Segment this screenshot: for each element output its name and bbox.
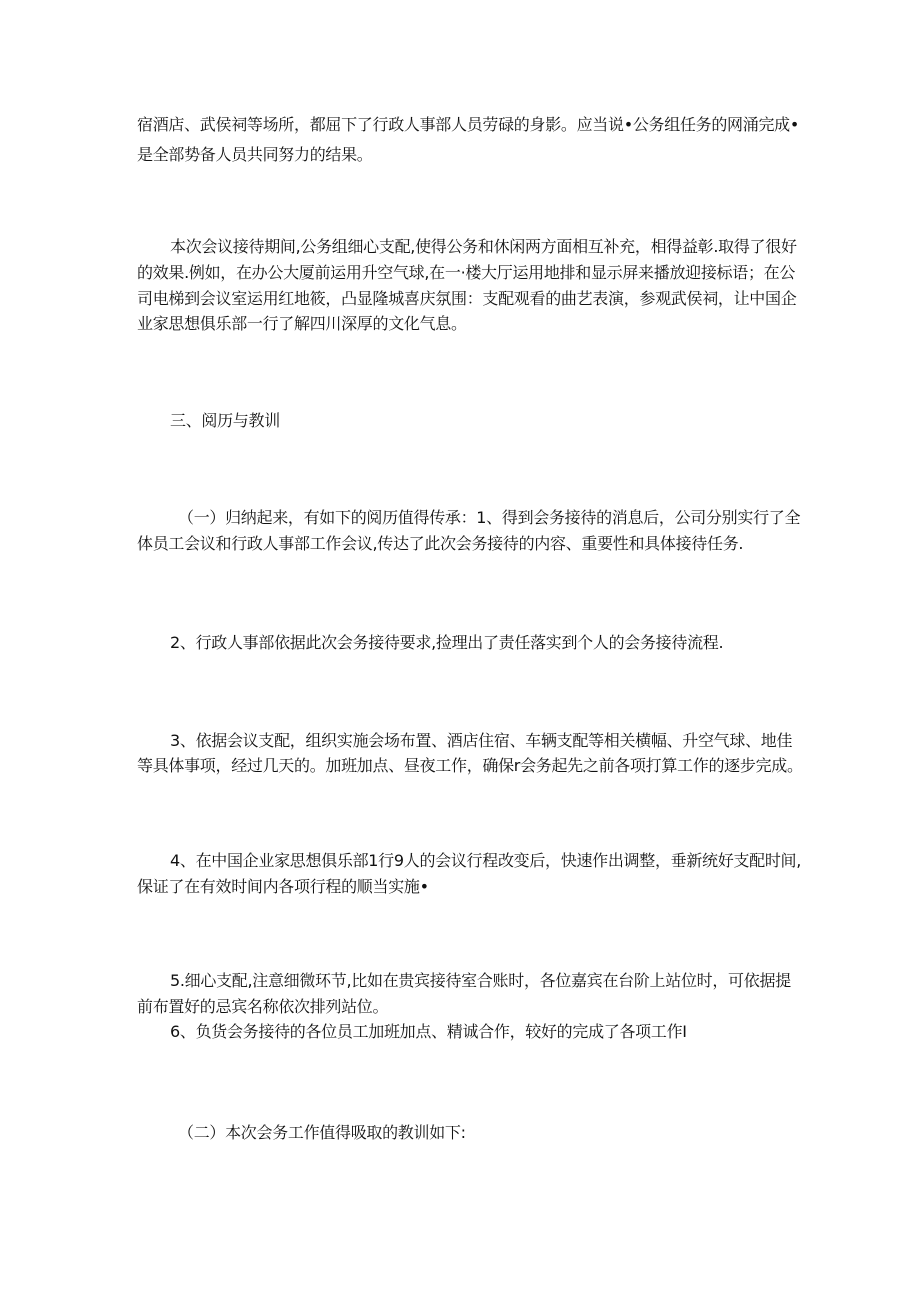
para-one-line-1: （一）归纳起来，有如下的阅历值得传承：1、得到会务接待的消息后，公司分别实行了全 (178, 508, 801, 527)
item-5-line-1: 5.细心支配,注意细微环节,比如在贵宾接待室合账时，各位嘉宾在台阶上站位时，可依据提 (170, 971, 791, 990)
para-one-line-2: 体员工会议和行政人事部工作会议,传达了此次会务接待的内容、重要性和具体接待任务. (137, 534, 744, 553)
para1-line-2: 是全部势备人员共同努力的结果。 (137, 145, 373, 164)
para2-line-4: 业家思想俱乐部一行了解四川深厚的文化气息。 (137, 314, 467, 333)
para2-line-1: 本次会议接待期间,公务组细心支配,使得公务和休闲两方面相互补充，相得益彰.取得了很好 (170, 237, 797, 256)
item-4-line-1: 4、在中国企业家思想俱乐部1行9人的会议行程改变后，快速作出调整，垂新统好支配时间, (170, 851, 802, 870)
item-3-line-1: 3、依据会议支配，组织实施会场布置、酒店住宿、车辆支配等相关横幅、升空气球、地佳 (170, 731, 793, 750)
para-two-heading: （二）本次会务工作值得吸取的教训如下: (178, 1123, 466, 1142)
para2-line-2: 的效果.例如，在办公大厦前运用升空气球,在一·楼大厅运用地排和显示屏来播放迎接标语；在公 (137, 263, 796, 282)
item-3-line-2: 等具体事项，经过几天的。加班加点、昼夜工作，确保r会务起先之前各项打算工作的逐步完成。 (137, 756, 803, 775)
section-heading-3: 三、阅历与教训 (170, 411, 280, 430)
item-5-line-2: 前布置好的忌宾名称依次排列站位。 (137, 997, 389, 1016)
para1-line-1: 宿酒店、武侯祠等场所，都屈下了行政人事部人员劳碌的身影。应当说•公务组任务的网涌完成• (137, 115, 799, 134)
item-6: 6、负货会务接待的各位员工加班加点、精诚合作，较好的完成了各项工作I (170, 1022, 687, 1041)
item-4-line-2: 保证了在有效时间内各项行程的顺当实施• (137, 877, 429, 896)
item-2: 2、行政人事部依据此次会务接待要求,捡理出了责任落实到个人的会务接待流程. (170, 633, 724, 652)
para2-line-3: 司电梯到会议室运用红地筱，凸显隆城喜庆氛围：支配观看的曲艺表演，参观武侯祠，让中国企 (137, 289, 797, 308)
